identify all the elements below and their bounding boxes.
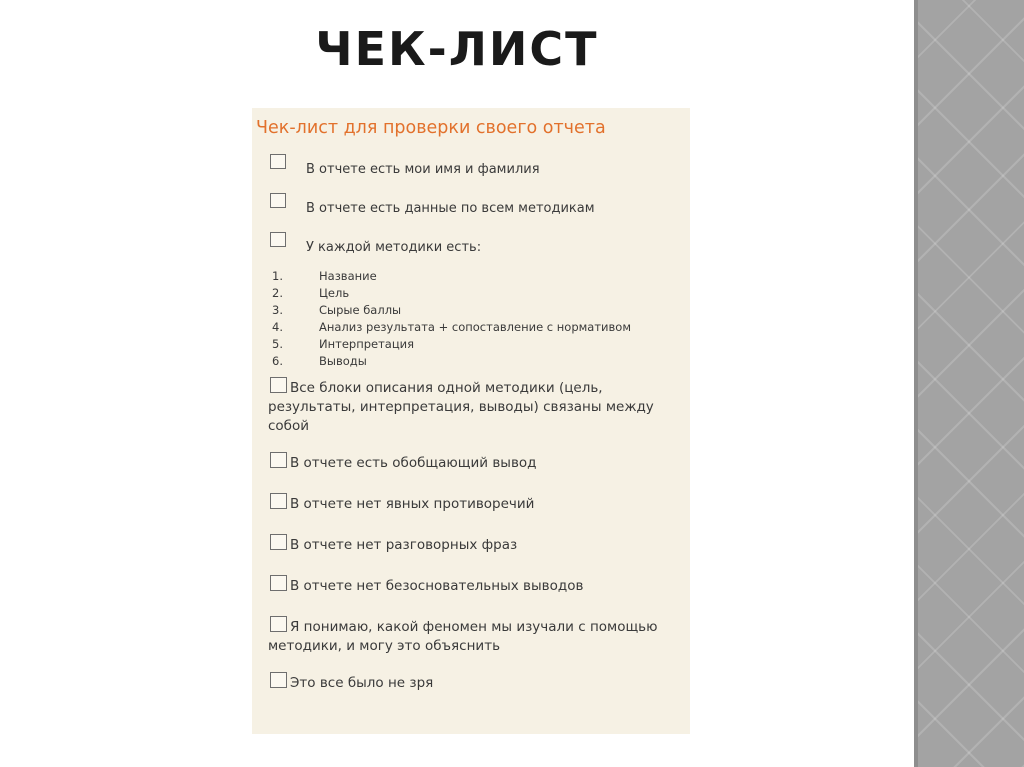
checklist-item-label-continued: результаты, интерпретация, выводы) связаны между собой (268, 399, 654, 434)
numbered-item (272, 318, 690, 335)
checkbox-icon[interactable] (270, 616, 287, 632)
numbered-item (272, 335, 690, 352)
numbered-item (272, 284, 690, 301)
checklist-item (270, 575, 690, 596)
checklist-item (270, 616, 690, 656)
checkbox-icon[interactable] (270, 452, 287, 468)
item-number: 3. (272, 302, 283, 317)
side-band-edge (914, 0, 918, 767)
checklist-item (270, 493, 690, 514)
item-text: Выводы (319, 353, 367, 368)
checkbox-icon[interactable] (270, 534, 287, 550)
checkbox-icon[interactable] (270, 672, 287, 688)
checklist-item (270, 158, 690, 197)
item-text: Сырые баллы (319, 302, 402, 317)
checklist-item-label: В отчете нет явных противоречий (290, 496, 535, 512)
checklist-top-items (270, 158, 690, 275)
item-number: 6. (272, 353, 283, 368)
item-text: Название (319, 268, 377, 283)
checklist-item-label: В отчете есть обобщающий вывод (290, 455, 537, 471)
checklist-bottom-items (270, 377, 690, 693)
numbered-item (272, 301, 690, 318)
checklist-item-label: В отчете нет разговорных фраз (290, 537, 518, 553)
item-text: Анализ результата + сопоставление с нормативом (319, 319, 632, 334)
checklist-item (270, 534, 690, 555)
checklist-item-label: В отчете есть данные по всем методикам (306, 201, 595, 216)
decorative-side-band (914, 0, 1024, 767)
numbered-item (272, 267, 690, 284)
checklist-item-label: Это все было не зря (290, 675, 434, 691)
checklist-item-label: У каждой методики есть: (306, 240, 482, 255)
checklist-item-label-continued: методики, и могу это объяснить (268, 638, 501, 654)
item-number: 4. (272, 319, 283, 334)
checklist-card (252, 108, 690, 734)
slide-title: ЧЕК-ЛИСТ (315, 22, 599, 76)
numbered-item (272, 352, 690, 369)
checklist-item (270, 452, 690, 473)
checkbox-icon[interactable] (270, 193, 286, 208)
checkbox-icon[interactable] (270, 154, 286, 169)
checklist-item-label: Все блоки описания одной методики (цель, (290, 380, 603, 396)
item-number: 2. (272, 285, 283, 300)
checklist-item (270, 672, 690, 693)
item-number: 5. (272, 336, 283, 351)
checklist-item (270, 197, 690, 236)
checklist-item-label: В отчете нет безосновательных выводов (290, 578, 584, 594)
checkbox-icon[interactable] (270, 575, 287, 591)
checklist-item-label: Я понимаю, какой феномен мы изучали с помощью (290, 619, 658, 635)
item-text: Цель (319, 285, 350, 300)
method-components-list (272, 267, 690, 369)
item-text: Интерпретация (319, 336, 415, 351)
item-number: 1. (272, 268, 283, 283)
checkbox-icon[interactable] (270, 377, 287, 393)
checklist-title: Чек-лист для проверки своего отчета (256, 118, 606, 138)
checkbox-icon[interactable] (270, 493, 287, 509)
checkbox-icon[interactable] (270, 232, 286, 247)
checklist-item (270, 377, 690, 436)
checklist-item-label: В отчете есть мои имя и фамилия (306, 162, 540, 177)
